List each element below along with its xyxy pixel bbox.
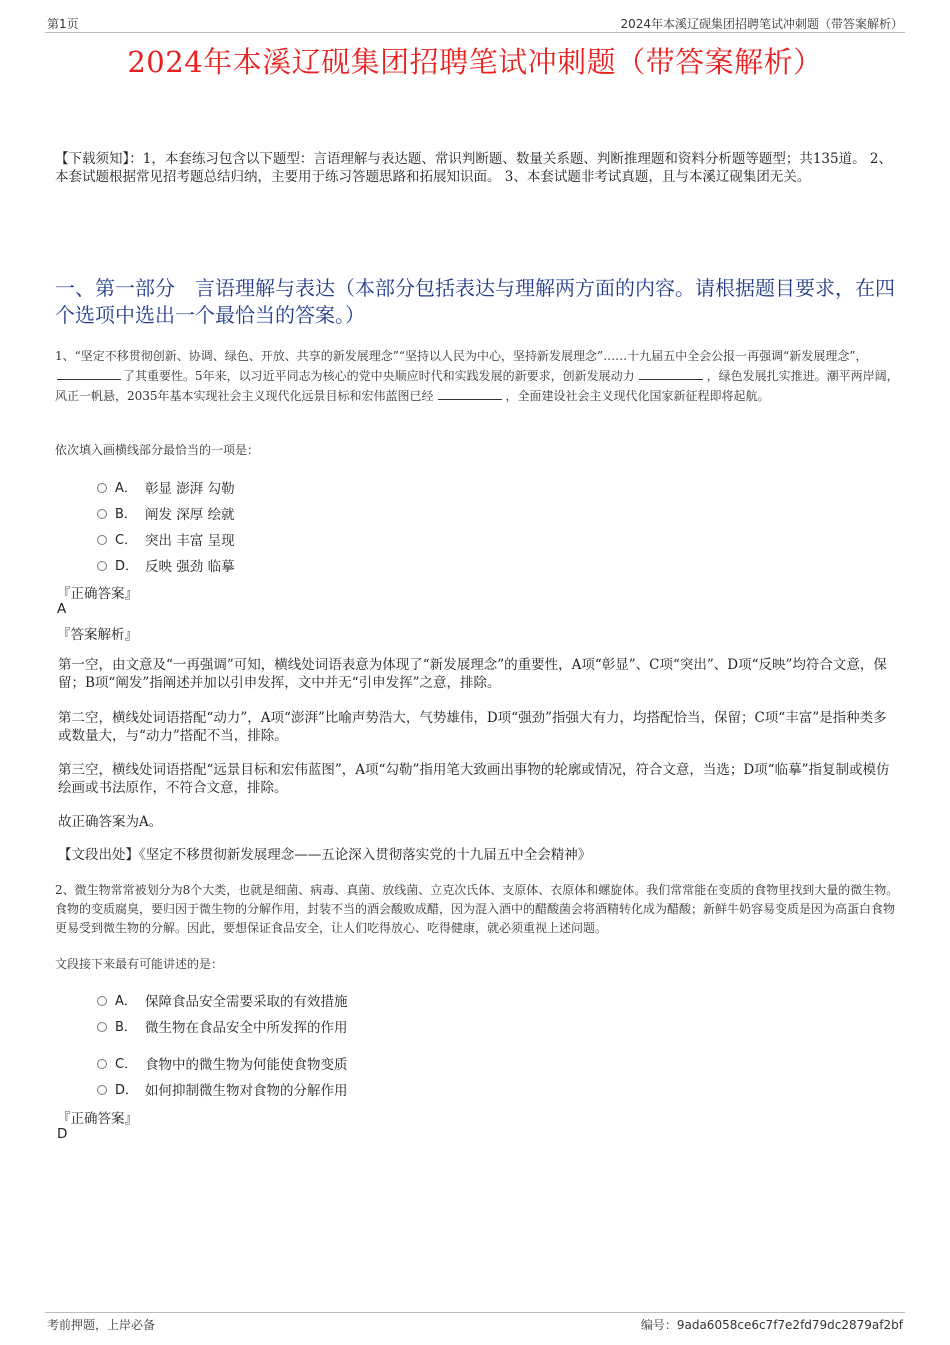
radio-icon[interactable] (97, 561, 107, 571)
question-1-prompt: 依次填入画横线部分最恰当的一项是： (55, 443, 260, 457)
radio-icon[interactable] (97, 996, 107, 1006)
radio-icon[interactable] (97, 1085, 107, 1095)
answer-value: A (57, 601, 67, 617)
analysis-paragraph: 第三空，横线处词语搭配“远景目标和宏伟蓝图”，A项“勾勒”指用笔大致画出事物的轮廓或情况，符合文意，当选；D项“临摹”指复制或模仿绘画或书法原作，不符合文意，排除。 (58, 762, 890, 796)
page-footer (45, 1312, 905, 1332)
analysis-paragraph: 第一空，由文意及“一再强调”可知，横线处词语表意为体现了“新发展理念”的重要性，A项“彰显”、C项“突出”、D项“反映”均符合文意，保留；B项“阐发”指阐述并加以引申发挥，文中并无“引申发挥”之意，排除。 (58, 657, 887, 691)
answer-label: 『正确答案』 (57, 1111, 138, 1127)
question-1 (55, 347, 900, 406)
radio-icon[interactable] (97, 1022, 107, 1032)
question-2-stem: 2、微生物常常被划分为8个大类，也就是细菌、病毒、真菌、放线菌、立克次氏体、支原体、衣原体和螺旋体。我们常常能在变质的食物里找到大量的微生物。食物的变质腐臭，要归因于微生物的分解作用，封装不当的酒会酸败成醋，因为混入酒中的醋酸菌会将酒精转化成为醋酸；新鲜牛奶容易变质是因为高蛋白食物更易受到微生物的分解。因此，要想保证食品安全，让人们吃得放心、吃得健康，就必须重视上述问题。 (55, 883, 899, 935)
document-title: 2024年本溪辽砚集团招聘笔试冲刺题（带答案解析） (127, 45, 823, 79)
radio-icon[interactable] (97, 1059, 107, 1069)
document-code: 编号：9ada6058ce6c7f7e2fd79dc2879af2bf (640, 1318, 903, 1332)
question-1-stem: 1、“坚定不移贯彻创新、协调、绿色、开放、共享的新发展理念”“坚持以人民为中心，坚持新发展理念”……十九届五中全会公报一再强调“新发展理念”，了其重要性。5年来，以习近平同志为核心的党中央顺应时代和实践发展的新要求，创新发展动力 ，绿色发展扎实推进。潮平两岸阔，风正一帆悬，2035年基本实现社会主义现代化远景目标和宏伟蓝图已经 ，全面建设社会主义现代化国家新征程即将起航。 (55, 349, 899, 403)
blank-2 (639, 366, 703, 380)
download-notice: 【下载须知】：1，本套练习包含以下题型：言语理解与表达题、常识判断题、数量关系题、判断推理题和资料分析题等题型；共135道。 2、本套试题根据常见招考题总结归纳，主要用于练习答题思路和拓展知识面。 3、本套试题非考试真题，且与本溪辽砚集团无关。 (55, 151, 892, 185)
page-number: 第1页 (47, 17, 79, 31)
question-2-prompt: 文段接下来最有可能讲述的是： (55, 957, 224, 971)
radio-icon[interactable] (97, 483, 107, 493)
source-reference: 【文段出处】《坚定不移贯彻新发展理念——五论深入贯彻落实党的十九届五中全会精神》 (58, 847, 592, 863)
answer-value: D (57, 1126, 68, 1142)
blank-1 (57, 366, 121, 380)
running-title: 2024年本溪辽砚集团招聘笔试冲刺题（带答案解析） (620, 17, 903, 31)
radio-icon[interactable] (97, 509, 107, 519)
radio-icon[interactable] (97, 535, 107, 545)
analysis-paragraph: 第二空，横线处词语搭配“动力”，A项“澎湃”比喻声势浩大，气势雄伟，D项“强劲”指强大有力，均搭配恰当，保留；C项“丰富”是指种类多或数量大，与“动力”搭配不当，排除。 (58, 710, 887, 744)
page-header (45, 14, 905, 33)
analysis-label: 『答案解析』 (57, 627, 138, 643)
answer-label: 『正确答案』 (57, 586, 138, 602)
analysis-conclusion: 故正确答案为A。 (58, 814, 163, 830)
footer-slogan: 考前押题，上岸必备 (47, 1318, 156, 1332)
section-heading: 一、第一部分 言语理解与表达（本部分包括表达与理解两方面的内容。请根据题目要求，在四个选项中选出一个最恰当的答案。） (55, 276, 895, 327)
blank-3 (438, 386, 502, 400)
question-2 (55, 881, 900, 938)
